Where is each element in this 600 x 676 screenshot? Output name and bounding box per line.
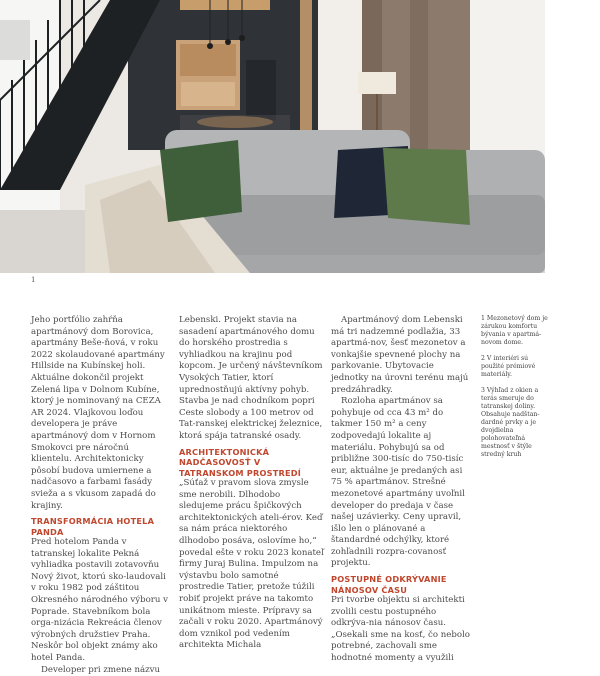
paragraph: „Súťaž v pravom slova zmysle sme nerobili. Dlhodobo sledujeme prácu špičkových architektonických ateli-érov. Keď sa nám práca niektorého dlhodobo posáva, oslovíme ho,“ povedal ešte v roku 2023 konateľ firmy Juraj Bulina. Impulzom na výstavbu bolo samotné prostredie Tatier, pretože túžili robiť projekt práve na takomto unikátnom mieste. Prípravy sa začali v roku 2020. Apartmánový dom vznikol pod vedením architekta Michala bbox=[179, 478, 324, 651]
caption-note: 2 V interiéri sú použité prémiové materiály. bbox=[481, 355, 536, 378]
caption-note: 1 Mezonetový dom je zárukou komfortu bývania v apartmá-novom dome. bbox=[481, 315, 548, 346]
article-column-1 bbox=[31, 315, 171, 676]
paragraph: Rozloha apartmánov sa pohybuje od cca 43 m² do takmer 150 m² a ceny zodpovedajú lokalite aj materiálu. Pohybujú sa od približne 300-tisíc do 750-tisíc eur, aktuálne je predaných asi 75 % apartmánov. Strešné mezonetové apartmány uvoľnil developer do predaja v čase našej uzávierky. Ceny upravil, išlo len o plánované a štandardné odchýlky, ktoré zohľadnili rozpra-covanosť projektu. bbox=[331, 396, 465, 569]
caption-note: 3 Výhľad z okien a terás smeruje do tatranskej doliny. Obsahuje nadštan-dardné prvky a je dvojdielna polohovateľná mestnosť v štýle stredný kruh bbox=[481, 387, 540, 458]
paragraph: Jeho portfólio zahŕňa apartmánový dom Borovica, apartmány Beše-ňová, v roku 2022 skolaudované apartmány Hillside na Kubínskej holi. Aktuálne dokončil projekt Zelená lipa v Dolnom Kubíne, ktorý je nominovaný na CEZA AR 2024. Vlajkovou loďou developera je práve apartmánový dom v Hornom Smokovci pre náročnú klientelu. Architektonicky pôsobí budova umiernene a nadčasovo a farbami fasády svieža a s vkusom zapadá do krajiny. bbox=[31, 315, 165, 511]
paragraph: Lebenski. Projekt stavia na sasadení apartmánového domu do horského prostredia s vyhliadkou na krajinu pod kopcom. Je určený návštevníkom Vysokých Tatier, ktorí uprednostňujú aktívny pohyb. Stavba je nad chodníkom popri Ceste slobody a 100 metrov od Tat-ranskej elektrickej železnice, ktorá spája tatranské osady. bbox=[179, 315, 323, 441]
article-column-2 bbox=[179, 315, 324, 652]
paragraph: Pred hotelom Panda v tatranskej lokalite Pekná vyhliadka postavili zotavovňu Nový život, ktorú sko-laudovali v roku 1982 pod záštitou Okresného národného výboru v Poprade. Stavebníkom bola orga-nizácia Rekreácia členov výrobných družstiev Praha. Neskôr bol objekt známy ako hotel Panda. bbox=[31, 537, 169, 664]
living-room-photo bbox=[0, 0, 545, 273]
section-heading: POSTUPNÉ ODKRÝVANIE NÁNOSOV ČASU bbox=[331, 574, 447, 595]
photo-captions bbox=[481, 315, 551, 467]
article-column-3 bbox=[331, 315, 471, 665]
paragraph: Developer pri zmene názvu bbox=[41, 664, 161, 675]
section-heading: ARCHITEKTONICKÁ NADČASOVOSŤ V TATRANSKOM PROSTREDÍ bbox=[179, 446, 302, 478]
paragraph: Apartmánový dom Lebenski má tri nadzemné podlažia, 33 apartmá-nov, šesť mezonetov a vonkajšie spevnené plochy na parkovanie. Ubytovacie jednotky na úrovni terénu majú predzáhradky. bbox=[331, 315, 469, 395]
section-heading: TRANSFORMÁCIA HOTELA PANDA bbox=[31, 516, 155, 537]
figure-number: 1 bbox=[31, 276, 36, 284]
paragraph: Pri tvorbe objektu si architekti zvolili cestu postupného odkrýva-nia nánosov času. „Osekali sme na kosť, čo nebolo potrebné, zachovali sme hodnotné momenty a využili bbox=[331, 595, 470, 664]
